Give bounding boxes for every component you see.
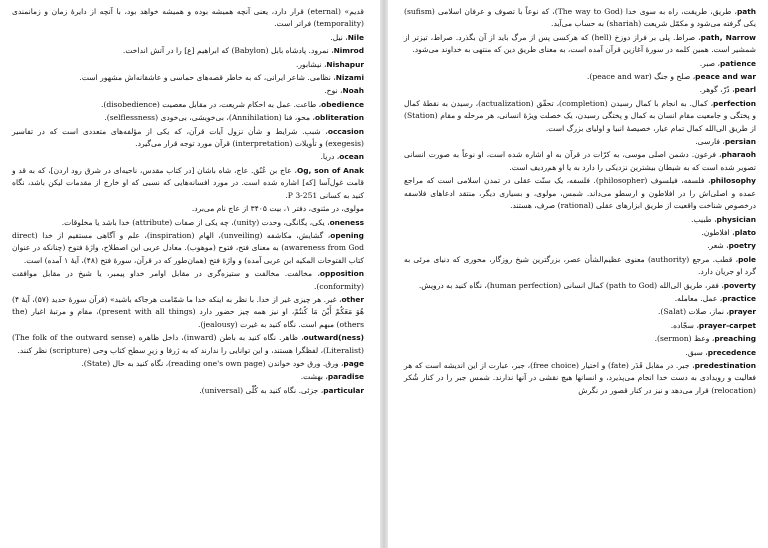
entry-headword: Noah	[342, 86, 364, 96]
glossary-entry	[12, 126, 364, 151]
glossary-entry	[404, 280, 756, 292]
entry-definition: ، طریق، طریقت، راه به سوی خدا (The way to God)، که نوعاً با تصوف و عرفان اسلامی (sufism) یکی گرفته می‌شود و مکمّل شریعت (shariah) به حساب می‌آید.	[404, 7, 756, 29]
entry-definition: ، سجّاده.	[670, 320, 699, 330]
entry-definition: ، بهشت.	[300, 372, 328, 382]
entry-definition: ، نوح.	[324, 86, 343, 96]
entry-definition: ، جبر. در مقابل قَدَر (fate) و اختیار (free choice)، جبر، عبارت از این اندیشه است که هر فعالیت و رویدادی به دست خدا انجام می‌پذیرد، و انسانها هیچ نقشی در آنها ندارند. شمس جبر را در کنار شُکر (relocation) قرار می‌دهد و نیز در کنار قصور در نگرش	[404, 360, 756, 395]
glossary-entry	[404, 84, 756, 96]
entry-headword: Nizami	[335, 73, 364, 83]
glossary-entry	[404, 360, 756, 397]
entry-headword: opening	[330, 230, 364, 240]
glossary-entry	[12, 268, 364, 293]
glossary-entry	[12, 112, 364, 124]
glossary-entry	[12, 72, 364, 84]
entry-definition: ، کمال. به انجام با کمال رسیدن (completion)، تحقّق (actualization)، رسیدن به نقطهٔ کمال و پختگی و جامعیت مقام انسان به کمال و پختگی رسیدن، یک خصلت ویژهٔ انسانی، هر مرحله و مقام (Station) از طریق الی‌الله کمال تمام عیار، خصیصهٔ انبیا و اولیای بزرگ است.	[404, 98, 756, 133]
glossary-entry	[404, 149, 756, 174]
glossary-entry	[404, 227, 756, 239]
entry-headword: other	[341, 294, 364, 304]
right-page	[388, 0, 768, 548]
glossary-entry	[404, 32, 756, 57]
entry-headword: pole	[738, 254, 756, 264]
entry-definition: ، جزئی. نگاه کنید به کُلّی (universal).	[199, 385, 324, 395]
glossary-entry	[404, 306, 756, 318]
glossary-entry	[12, 358, 364, 370]
entry-headword: patience	[719, 58, 756, 68]
entry-definition: ، شعر.	[707, 241, 729, 251]
entry-definition: ، فارسی.	[695, 137, 725, 147]
entry-headword: page	[343, 358, 364, 368]
entry-headword: preaching	[714, 334, 756, 344]
entry-definition: ، محو، فنا (Annihilation)، بی‌خویشی، بی‌خودی (selflessness).	[104, 113, 315, 123]
entry-definition: ، دُرّ، گوهر.	[699, 85, 735, 95]
entry-definition: ، صبر.	[699, 58, 720, 68]
entry-headword: occasion	[327, 126, 364, 136]
glossary-entry	[404, 320, 756, 332]
entry-headword: Nishapur	[326, 59, 364, 69]
entry-definition: ، نیشابور.	[295, 59, 327, 69]
glossary-entry	[12, 385, 364, 397]
glossary-entry	[12, 6, 364, 31]
entry-headword: peace and war	[695, 72, 756, 82]
glossary-entry	[12, 59, 364, 71]
entry-headword: philosophy	[710, 176, 756, 186]
entry-definition: ، ورق. ورق خود خواندن (reading one's own page)، نگاه کنید به حال (State).	[81, 358, 344, 368]
entry-definition: ، وعظ (sermon).	[654, 334, 715, 344]
entry-headword: pharaoh	[721, 150, 756, 160]
entry-definition: ، فقر، طریق الی‌الله (path to God) کمال انسانی (human perfection)، نگاه کنید به درویش.	[418, 280, 724, 290]
entry-headword: pearl	[734, 85, 756, 95]
entry-headword: oneness	[329, 217, 364, 227]
entry-headword: precedence	[707, 347, 756, 357]
entry-definition: ، قطب. مرجع (authority) معنوی عظیم‌الشأن عصر، بزرگترین شیخ روزگار، محوری که دنیای مرئی به گرد او جریان دارد.	[404, 254, 756, 277]
glossary-entry	[404, 293, 756, 305]
entry-headword: paradise	[327, 372, 364, 382]
entry-headword: practice	[722, 293, 756, 303]
entry-definition: مولوی، در مثنوی، دفتر ۱، بیت ۳۴۰۵ از عاج نام می‌برد.	[191, 204, 364, 214]
entry-headword: Nimrod	[333, 46, 364, 56]
book-gutter	[380, 0, 388, 548]
entry-headword: physician	[716, 214, 756, 224]
glossary-entry	[12, 230, 364, 267]
glossary-entry	[404, 58, 756, 70]
entry-definition: ، عمل. معامله.	[674, 293, 723, 303]
entry-definition: ، یکی، یگانگی، وحدت (unity)، چه یکی از صفات (attribute) خدا باشد یا مخلوقات.	[61, 217, 330, 227]
entry-definition: ، نماز، صلات (Salat).	[657, 307, 729, 317]
glossary-entry	[12, 151, 364, 163]
glossary-entry	[12, 332, 364, 357]
entry-definition: ، صلح و جنگ (peace and war).	[586, 72, 696, 82]
glossary-entry	[404, 333, 756, 345]
entry-headword: outward(ness)	[303, 333, 364, 343]
entry-headword: poverty	[723, 280, 756, 290]
glossary-entry	[12, 217, 364, 229]
entry-headword: plato	[734, 227, 756, 237]
entry-definition: ، نظامی. شاعر ایرانی، که به خاطر قصه‌های حماسی و عاشقانه‌اش مشهور است.	[79, 73, 336, 83]
entry-headword: opposition	[319, 269, 364, 279]
glossary-entry	[12, 294, 364, 331]
entry-headword: particular	[323, 385, 364, 395]
entry-headword: path, Narrow	[700, 32, 757, 42]
entry-definition: ، گشایش، مکاشفه (unveiling)، الهام (inspiration)، علم و آگاهی مستقیم از خدا (direct awareness from God) به معنای فتح، فتوح (موهوب). معادل عربی این اصطلاح، واژهٔ فتوح (چنانکه در عنوان کتاب الفتوحات المکیه ابن عربی آمده) و واژهٔ فتح (همان‌طور که در قرآن، سورهٔ فتح (۴۸)، آیهٔ ۱ آمده) است.	[12, 230, 364, 265]
entry-definition: ، ظاهر. نگاه کنید به باطن (inward)، داخل ظاهره (The folk of the outward sense) (Literalist)، لفظگرا هستند، و این توانایی را ندارند که به ژرفا و زیرِ سطح کتاب وحی (scripture) نظر کنند.	[12, 333, 364, 355]
glossary-entry	[12, 99, 364, 111]
glossary-entry	[404, 98, 756, 135]
glossary-entry	[404, 71, 756, 83]
entry-definition: ، صراط. پلی بر فراز دوزخ (hell) که هرکسی پس از مرگ باید از آن بگذرد. صراط، تیزتر از شمشیر است. همین کلمه در سورهٔ آغازین قرآن آمده است، به معنای طریق دین که منتهی به خداوند می‌شود.	[404, 32, 756, 55]
entry-definition: ، دریا.	[320, 152, 340, 162]
entry-definition: ، افلاطون.	[701, 227, 735, 237]
entry-definition: ، نمرود. پادشاه بابل (Babylon) که ابراهیم [ع] را در آتش انداخت.	[122, 46, 334, 56]
entry-headword: obedience	[321, 99, 364, 109]
glossary-entry	[12, 165, 364, 202]
entry-definition: ، سبق.	[685, 347, 708, 357]
entry-headword: poetry	[728, 241, 756, 251]
entry-definition: ، طاعت. عمل به احکام شریعت، در مقابل معصیت (disobedience).	[100, 99, 322, 109]
entry-headword: obliteration	[314, 113, 364, 123]
glossary-entry	[404, 175, 756, 212]
entry-headword: ocean	[339, 152, 364, 162]
entry-headword: Og, son of Anak	[296, 165, 364, 175]
glossary-entry	[404, 214, 756, 226]
glossary-entry	[12, 32, 364, 44]
entry-definition: ، مخالفت. مخالفت و ستیزه‌گری در مقابل اوامر خداو پیمبر، یا شیخ در مقابل موافقت (conformity).	[12, 269, 364, 291]
entry-definition: قدیم» (eternal) قرار دارد، یعنی آنچه همیشه بوده و همیشه خواهد بود، با آنچه از دایرهٔ زمان و زمانمندی (temporality) فراتر است.	[12, 7, 364, 29]
entry-definition: ، شبب. شرایط و شأن نزول آیات قرآن، که یکی از مؤلفه‌های متعددی است که در تفاسیر (exegesis) و تأویلات (interpretation) قرآن مورد توجه قرار می‌گیرد.	[12, 126, 364, 149]
entry-definition: ، عاج بن عُنُق. عاج، شاه باشان [در کتاب مقدس، ناحیه‌ای در شرق رود اردن]، که به قد و قامت غول‌آسا [که] اشاره شده است. در مورد افسانه‌هایی که نسبی که او خارج از مقدمات لیکن باشد، نگاه کنید به کسانی 251-3 P.	[12, 165, 364, 200]
glossary-entry	[12, 203, 364, 215]
glossary-entry	[404, 136, 756, 148]
entry-definition: ، فلسفه، فیلسوف (philosopher). فلسفه، یک سنّت عقلی در تمدن اسلامی است که مراجع عمده و اصلی‌اش را در افلاطون و ارسطو می‌داند. شمس، مولوی، و بسیاری دیگر، منتقد ادعاهای فلاسفه درخصوص شناخت واقعیت از طریق ابزارهای عقلی (rational) صرف، هستند.	[404, 176, 756, 211]
entry-headword: path	[736, 7, 757, 16]
left-page	[0, 0, 380, 548]
entry-headword: persian	[724, 137, 756, 147]
entry-definition: ، غیر. هر چیزی غیر از خدا. با نظر به اینکه خدا ما شمّامت هرجاکه باشید» (قرآن سورهٔ حدید (۵۷)، آیهٔ ۴) هُوَ مَعَکُمْ أَیْنَ مَا کُنتُمْ، او نیز همه چیز حضور دارد (present with all things)، مقام و مرتبهٔ اغیار (the others) مبهم است. نگاه کنید به غیرت (jealousy).	[12, 294, 364, 329]
entry-definition: ، نیل.	[330, 32, 348, 42]
entry-headword: prayer-carpet	[698, 320, 756, 330]
entry-headword: prayer	[728, 307, 756, 317]
entry-headword: predestination	[694, 360, 757, 370]
glossary-entry	[12, 45, 364, 57]
entry-definition: ، طبیب.	[691, 214, 717, 224]
glossary-entry	[404, 347, 756, 359]
entry-headword: perfection	[713, 98, 756, 108]
glossary-entry	[404, 240, 756, 252]
glossary-entry	[12, 371, 364, 383]
entry-definition: ، فرعون. دشمن اصلی موسی، به کرّات در قرآن به او اشاره شده است، او نوعاً به صورت انسانی تصویر شده است که به شیطان بیشترین نزدیکی را دارد به یا او هم‌ردیف است.	[404, 150, 756, 172]
glossary-entry	[404, 254, 756, 279]
glossary-entry	[404, 6, 756, 31]
glossary-entry	[12, 85, 364, 97]
entry-headword: Nile	[347, 32, 364, 42]
